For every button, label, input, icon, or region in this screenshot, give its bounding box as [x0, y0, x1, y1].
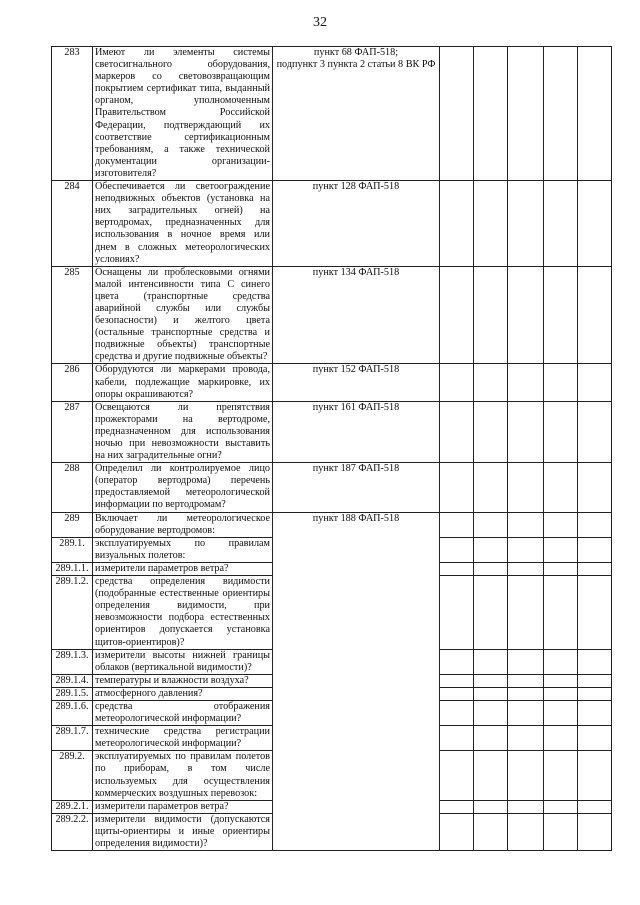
- answer-cell[interactable]: [578, 726, 612, 751]
- answer-cell[interactable]: [474, 687, 508, 700]
- answer-cell[interactable]: [508, 181, 544, 267]
- row-number: 287: [52, 401, 93, 462]
- row-number: 283: [52, 47, 93, 181]
- table-row: [52, 364, 612, 401]
- requirement-question: средства отображения метеорологической информации?: [93, 700, 273, 725]
- answer-cell[interactable]: [474, 726, 508, 751]
- row-number: 289.1.1.: [52, 562, 93, 575]
- requirement-question: технические средства регистрации метеорологической информации?: [93, 726, 273, 751]
- answer-cell[interactable]: [474, 47, 508, 181]
- answer-cell[interactable]: [508, 751, 544, 800]
- answer-cell[interactable]: [474, 537, 508, 562]
- answer-cell[interactable]: [578, 674, 612, 687]
- row-number: 289.2.2.: [52, 813, 93, 850]
- legal-reference: пункт 152 ФАП-518: [273, 364, 440, 401]
- answer-cell[interactable]: [508, 687, 544, 700]
- answer-cell[interactable]: [440, 266, 474, 364]
- legal-reference: пункт 187 ФАП-518: [273, 463, 440, 512]
- answer-cell[interactable]: [578, 576, 612, 650]
- answer-cell[interactable]: [440, 800, 474, 813]
- answer-cell[interactable]: [544, 266, 578, 364]
- table-row: [52, 512, 612, 537]
- requirement-question: измерители видимости (допускаются щиты-ориентиры и иные ориентиры определения видимости)?: [93, 813, 273, 850]
- row-number: 289.1.3.: [52, 649, 93, 674]
- row-number: 289.1.5.: [52, 687, 93, 700]
- answer-cell[interactable]: [440, 537, 474, 562]
- answer-cell[interactable]: [440, 813, 474, 850]
- legal-reference: [273, 47, 440, 181]
- requirement-question: измерители параметров ветра?: [93, 562, 273, 575]
- answer-cell[interactable]: [440, 364, 474, 401]
- answer-cell[interactable]: [508, 401, 544, 462]
- row-number: 286: [52, 364, 93, 401]
- answer-cell[interactable]: [544, 726, 578, 751]
- row-number: 284: [52, 181, 93, 267]
- requirement-question: измерители высоты нижней границы облаков (вертикальной видимости)?: [93, 649, 273, 674]
- answer-cell[interactable]: [474, 181, 508, 267]
- requirement-question: Имеют ли элементы системы светосигнального оборудования, маркеров со световозвращающим покрытием сертификат типа, выданный органом, уполномоченным Правительством Российской Федерации, подтверждающий их соответствие сертификационным требованиям, а также технической документации организации-изготовителя?: [93, 47, 273, 181]
- answer-cell[interactable]: [544, 537, 578, 562]
- answer-cell[interactable]: [544, 751, 578, 800]
- requirement-question: Оборудуются ли маркерами провода, кабели, подлежащие маркировке, их опоры окрашиваются?: [93, 364, 273, 401]
- answer-cell[interactable]: [578, 401, 612, 462]
- legal-reference: пункт 128 ФАП-518: [273, 181, 440, 267]
- answer-cell[interactable]: [578, 700, 612, 725]
- row-number: 289.2.: [52, 751, 93, 800]
- answer-cell[interactable]: [474, 649, 508, 674]
- answer-cell[interactable]: [508, 649, 544, 674]
- legal-reference: пункт 188 ФАП-518: [273, 512, 440, 851]
- answer-cell[interactable]: [578, 800, 612, 813]
- answer-cell[interactable]: [508, 813, 544, 850]
- answer-cell[interactable]: [508, 576, 544, 650]
- answer-cell[interactable]: [508, 674, 544, 687]
- checklist-table: [51, 46, 612, 851]
- row-number: 288: [52, 463, 93, 512]
- answer-cell[interactable]: [544, 512, 578, 537]
- row-number: 285: [52, 266, 93, 364]
- answer-cell[interactable]: [440, 512, 474, 537]
- answer-cell[interactable]: [508, 266, 544, 364]
- answer-cell[interactable]: [440, 751, 474, 800]
- answer-cell[interactable]: [474, 800, 508, 813]
- legal-reference: пункт 134 ФАП-518: [273, 266, 440, 364]
- answer-cell[interactable]: [578, 649, 612, 674]
- page-number: 32: [313, 15, 327, 30]
- answer-cell[interactable]: [474, 364, 508, 401]
- requirement-question: атмосферного давления?: [93, 687, 273, 700]
- requirement-question: Освещаются ли препятствия прожекторами на вертодроме, предназначенном для использования ночью при невозможности выставить на них заградительные огни?: [93, 401, 273, 462]
- answer-cell[interactable]: [508, 726, 544, 751]
- answer-cell[interactable]: [544, 463, 578, 512]
- requirement-question: эксплуатируемых по правилам визуальных полетов:: [93, 537, 273, 562]
- answer-cell[interactable]: [578, 266, 612, 364]
- answer-cell[interactable]: [544, 800, 578, 813]
- answer-cell[interactable]: [440, 47, 474, 181]
- answer-cell[interactable]: [508, 512, 544, 537]
- row-number: 289.2.1.: [52, 800, 93, 813]
- answer-cell[interactable]: [544, 576, 578, 650]
- requirement-question: Обеспечивается ли светоограждение неподвижных объектов (установка на них заградительных огней) на вертодромах, предназначенных для использования в ночное время или днем в сложных метеорологических условиях?: [93, 181, 273, 267]
- table-row: [52, 47, 612, 181]
- answer-cell[interactable]: [544, 674, 578, 687]
- requirement-question: измерители параметров ветра?: [93, 800, 273, 813]
- answer-cell[interactable]: [508, 800, 544, 813]
- answer-cell[interactable]: [474, 751, 508, 800]
- answer-cell[interactable]: [440, 687, 474, 700]
- answer-cell[interactable]: [474, 266, 508, 364]
- answer-cell[interactable]: [544, 181, 578, 267]
- answer-cell[interactable]: [440, 181, 474, 267]
- answer-cell[interactable]: [508, 537, 544, 562]
- answer-cell[interactable]: [578, 47, 612, 181]
- answer-cell[interactable]: [440, 401, 474, 462]
- answer-cell[interactable]: [544, 401, 578, 462]
- answer-cell[interactable]: [474, 463, 508, 512]
- answer-cell[interactable]: [578, 463, 612, 512]
- requirement-question: эксплуатируемых по правилам полетов по приборам, в том числе используемых для осуществления коммерческих воздушных перевозок:: [93, 751, 273, 800]
- row-number: 289.1.2.: [52, 576, 93, 650]
- answer-cell[interactable]: [578, 181, 612, 267]
- answer-cell[interactable]: [578, 537, 612, 562]
- answer-cell[interactable]: [474, 401, 508, 462]
- table-row: [52, 181, 612, 267]
- answer-cell[interactable]: [474, 674, 508, 687]
- answer-cell[interactable]: [474, 576, 508, 650]
- answer-cell[interactable]: [440, 726, 474, 751]
- answer-cell[interactable]: [578, 512, 612, 537]
- row-number: 289: [52, 512, 93, 537]
- answer-cell[interactable]: [474, 512, 508, 537]
- requirement-question: температуры и влажности воздуха?: [93, 674, 273, 687]
- answer-cell[interactable]: [508, 364, 544, 401]
- requirement-question: Оснащены ли проблесковыми огнями малой интенсивности типа С синего цвета (транспортные средства аварийной службы или службы безопасности) и желтого цвета (остальные транспортные средства и подвижные объекты) транспортные средства и другие подвижные объекты?: [93, 266, 273, 364]
- answer-cell[interactable]: [508, 463, 544, 512]
- requirement-question: средства определения видимости (подобранные естественные ориентиры определения видимости, при невозможности подбора естественных ориентиров допускается установка щитов-ориентиров)?: [93, 576, 273, 650]
- row-number: 289.1.7.: [52, 726, 93, 751]
- answer-cell[interactable]: [544, 813, 578, 850]
- answer-cell[interactable]: [440, 700, 474, 725]
- answer-cell[interactable]: [440, 674, 474, 687]
- row-number: 289.1.6.: [52, 700, 93, 725]
- answer-cell[interactable]: [440, 463, 474, 512]
- table-row: [52, 463, 612, 512]
- answer-cell[interactable]: [440, 649, 474, 674]
- requirement-question: Включает ли метеорологическое оборудование вертодромов:: [93, 512, 273, 537]
- answer-cell[interactable]: [544, 687, 578, 700]
- table-row: [52, 401, 612, 462]
- requirement-question: Определил ли контролируемое лицо (оператор вертодрома) перечень предоставляемой метеорологической информации по вертодромам?: [93, 463, 273, 512]
- answer-cell[interactable]: [544, 700, 578, 725]
- answer-cell[interactable]: [474, 700, 508, 725]
- legal-reference-text: пункт 68 ФАП-518; подпункт 3 пункта 2 статьи 8 ВК РФ: [276, 47, 436, 71]
- answer-cell[interactable]: [508, 700, 544, 725]
- answer-cell[interactable]: [508, 562, 544, 575]
- answer-cell[interactable]: [544, 562, 578, 575]
- answer-cell[interactable]: [578, 364, 612, 401]
- answer-cell[interactable]: [544, 649, 578, 674]
- answer-cell[interactable]: [440, 562, 474, 575]
- table-row: [52, 266, 612, 364]
- answer-cell[interactable]: [440, 576, 474, 650]
- answer-cell[interactable]: [578, 687, 612, 700]
- row-number: 289.1.4.: [52, 674, 93, 687]
- legal-reference: пункт 161 ФАП-518: [273, 401, 440, 462]
- answer-cell[interactable]: [544, 364, 578, 401]
- answer-cell[interactable]: [474, 813, 508, 850]
- row-number: 289.1.: [52, 537, 93, 562]
- answer-cell[interactable]: [578, 813, 612, 850]
- answer-cell[interactable]: [474, 562, 508, 575]
- answer-cell[interactable]: [578, 562, 612, 575]
- answer-cell[interactable]: [508, 47, 544, 181]
- answer-cell[interactable]: [544, 47, 578, 181]
- answer-cell[interactable]: [578, 751, 612, 800]
